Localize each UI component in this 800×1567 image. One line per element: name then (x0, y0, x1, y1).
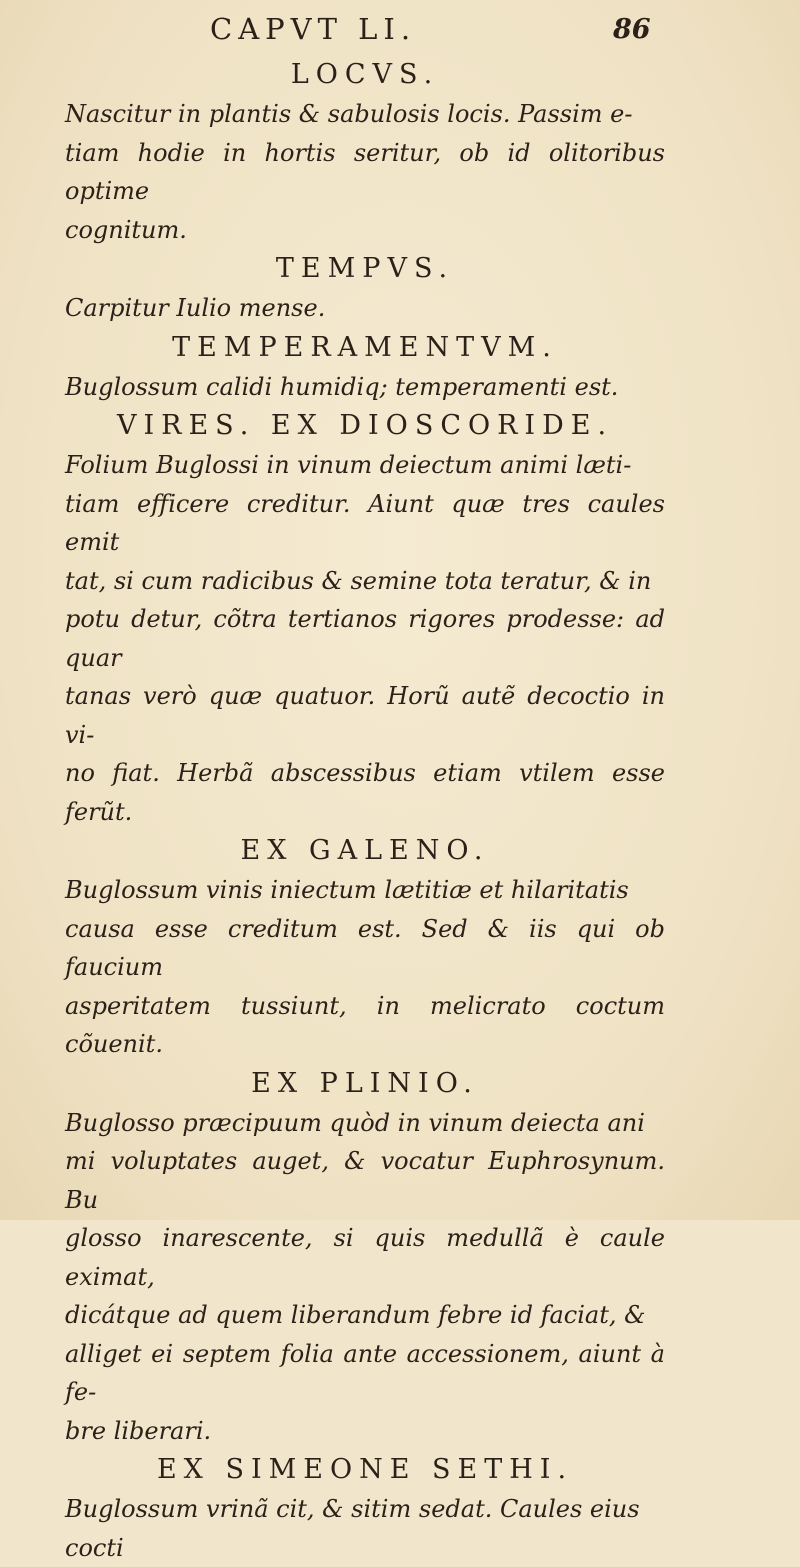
running-head: CAPVT LI. (210, 12, 417, 46)
paragraph-plinio: Buglosso præcipuum quòd in vinum deiecta ani mi voluptates auget, & vocatur Euphrosynum. Bu glosso inarescente, si quis medullã è caule eximat, dicátque ad quem liberandum febre id faciat, & alliget ei septem folia ante accessionem, aiunt à fe- bre liberari. (65, 1108, 665, 1445)
paragraph-dioscoride: Folium Buglossi in vinum deiectum animi læti- tiam efficere creditur. Aiunt quæ tres caules emit tat, si cum radicibus & semine tota teratur, & in potu detur, cõtra tertianos rigores prodesse: ad quar tanas verò quæ quatuor. Horũ autẽ decoctio in vi- no fiat. Herbã abscessibus etiam vtilem esse ferũt. (65, 451, 665, 826)
page-header (0, 8, 800, 48)
heading-vires-dioscoride: VIRES. EX DIOSCORIDE. (116, 410, 614, 441)
page-number: 86 (613, 14, 651, 45)
paragraph-tempus: Carpitur Iulio mense. (65, 294, 326, 322)
paragraph-locus: Nascitur in plantis & sabulosis locis. Passim e- tiam hodie in hortis seritur, ob id olitoribus optime cognitum. (65, 100, 665, 244)
text-body (65, 55, 665, 1567)
heading-locus: LOCVS. (290, 59, 440, 90)
heading-plinio: EX PLINIO. (251, 1067, 479, 1099)
heading-galeno: EX GALENO. (240, 835, 490, 866)
heading-simeone-sethi: EX SIMEONE SETHI. (156, 1454, 574, 1485)
heading-tempus: TEMPVS. (275, 253, 455, 284)
paragraph-galeno: Buglossum vinis iniectum lætitiæ et hilaritatis causa esse creditum est. Sed & iis qui ob faucium asperitatem tussiunt, in melicrato coctum cõuenit. (65, 876, 665, 1058)
paragraph-temperamentum: Buglossum calidi humidiq; temperamenti est. (65, 372, 619, 401)
paragraph-simeone-sethi: Buglossum vrinã cit, & sitim sedat. Caules eius cocti (65, 1495, 640, 1562)
heading-temperamentum: TEMPERAMENTVM. (172, 331, 558, 363)
